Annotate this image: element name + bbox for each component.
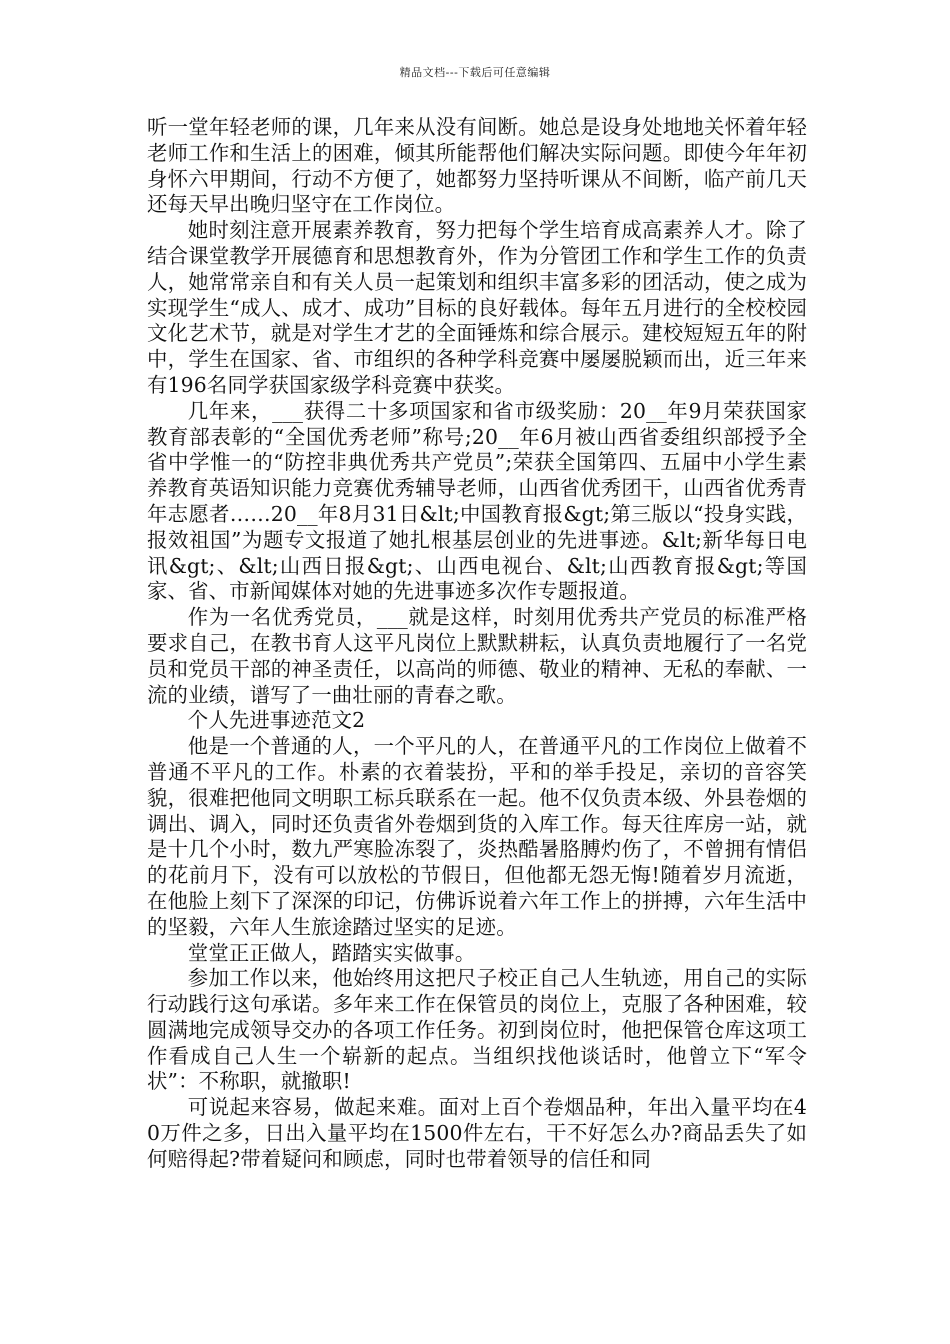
paragraph-2: 她时刻注意开展素养教育，努力把每个学生培育成高素养人才。除了结合课堂教学开展德育和思想教育外，作为分管团工作和学生工作的负责人，她常常亲自和有关人员一起策划和组织丰富多彩的团活动，使之成为实现学生“成人、成才、成功”目标的良好载体。每年五月进行的全校校园文化艺术节，就是对学生才艺的全面锤炼和综合展示。建校短短五年的附中，学生在国家、省、市组织的各种学科竞赛中屡屡脱颖而出，近三年来有196名同学获国家级学科竞赛中获奖。: [147, 218, 807, 397]
paragraph-7: 参加工作以来，他始终用这把尺子校正自己人生轨迹，用自己的实际行动践行这句承诺。多年来工作在保管员的岗位上，克服了各种困难，较圆满地完成领导交办的各项工作任务。初到岗位时，他把保管仓库这项工作看成自己人生一个崭新的起点。当组织找他谈话时，他曾立下“军令状”：不称职，就撤职!: [147, 966, 807, 1094]
document-body: [147, 115, 807, 1173]
paragraph-5: 他是一个普通的人，一个平凡的人，在普通平凡的工作岗位上做着不普通不平凡的工作。朴素的衣着装扮，平和的举手投足，亲切的音容笑貌，很难把他同文明职工标兵联系在一起。他不仅负责本级、外县卷烟的调出、调入，同时还负责省外卷烟到货的入库工作。每天往库房一站，就是十几个小时，数九严寒脸冻裂了，炎热酷暑胳膊灼伤了，不曾拥有情侣的花前月下，没有可以放松的节假日，但他都无怨无悔!随着岁月流逝，在他脸上刻下了深深的印记，仿佛诉说着六年工作上的拼搏，六年生活中的坚毅，六年人生旅途踏过坚实的足迹。: [147, 734, 807, 939]
paragraph-1: 听一堂年轻老师的课，几年来从没有间断。她总是设身处地地关怀着年轻老师工作和生活上的困难，倾其所能帮他们解决实际问题。即使今年年初身怀六甲期间，行动不方便了，她都努力坚持听课从不间断，临产前几天还每天早出晚归坚守在工作岗位。: [147, 115, 807, 217]
page-header: 精品文档---下载后可任意编辑: [399, 66, 551, 79]
paragraph-4: 作为一名优秀党员，___就是这样，时刻用优秀共产党员的标准严格要求自己，在教书育人这平凡岗位上默默耕耘，认真负责地履行了一名党员和党员干部的神圣责任，以高尚的师德、敬业的精神、无私的奉献、一流的业绩，谱写了一曲壮丽的青春之歌。: [147, 605, 807, 707]
paragraph-8: 可说起来容易，做起来难。面对上百个卷烟品种，年出入量平均在40万件之多，日出入量平均在1500件左右，干不好怎么办?商品丢失了如何赔得起?带着疑问和顾虑，同时也带着领导的信任和同: [147, 1095, 807, 1171]
section-heading: 个人先进事迹范文2: [187, 708, 366, 733]
paragraph-3: 几年来，___获得二十多项国家和省市级奖励：20__年9月荣获国家教育部表彰的“全国优秀老师”称号;20__年6月被山西省委组织部授予全省中学惟一的“防控非典优秀共产党员”;荣获全国第四、五届中小学生素养教育英语知识能力竞赛优秀辅导老师，山西省优秀团干，山西省优秀青年志愿者……20__年8月31日&lt;中国教育报&gt;第三版以“投身实践，报效祖国”为题专文报道了她扎根基层创业的先进事迹。&lt;新华每日电讯&gt;、&lt;山西日报&gt;、山西电视台、&lt;山西教育报&gt;等国家、省、市新闻媒体对她的先进事迹多次作专题报道。: [147, 398, 807, 604]
paragraph-6: 堂堂正正做人，踏踏实实做事。: [187, 940, 476, 965]
